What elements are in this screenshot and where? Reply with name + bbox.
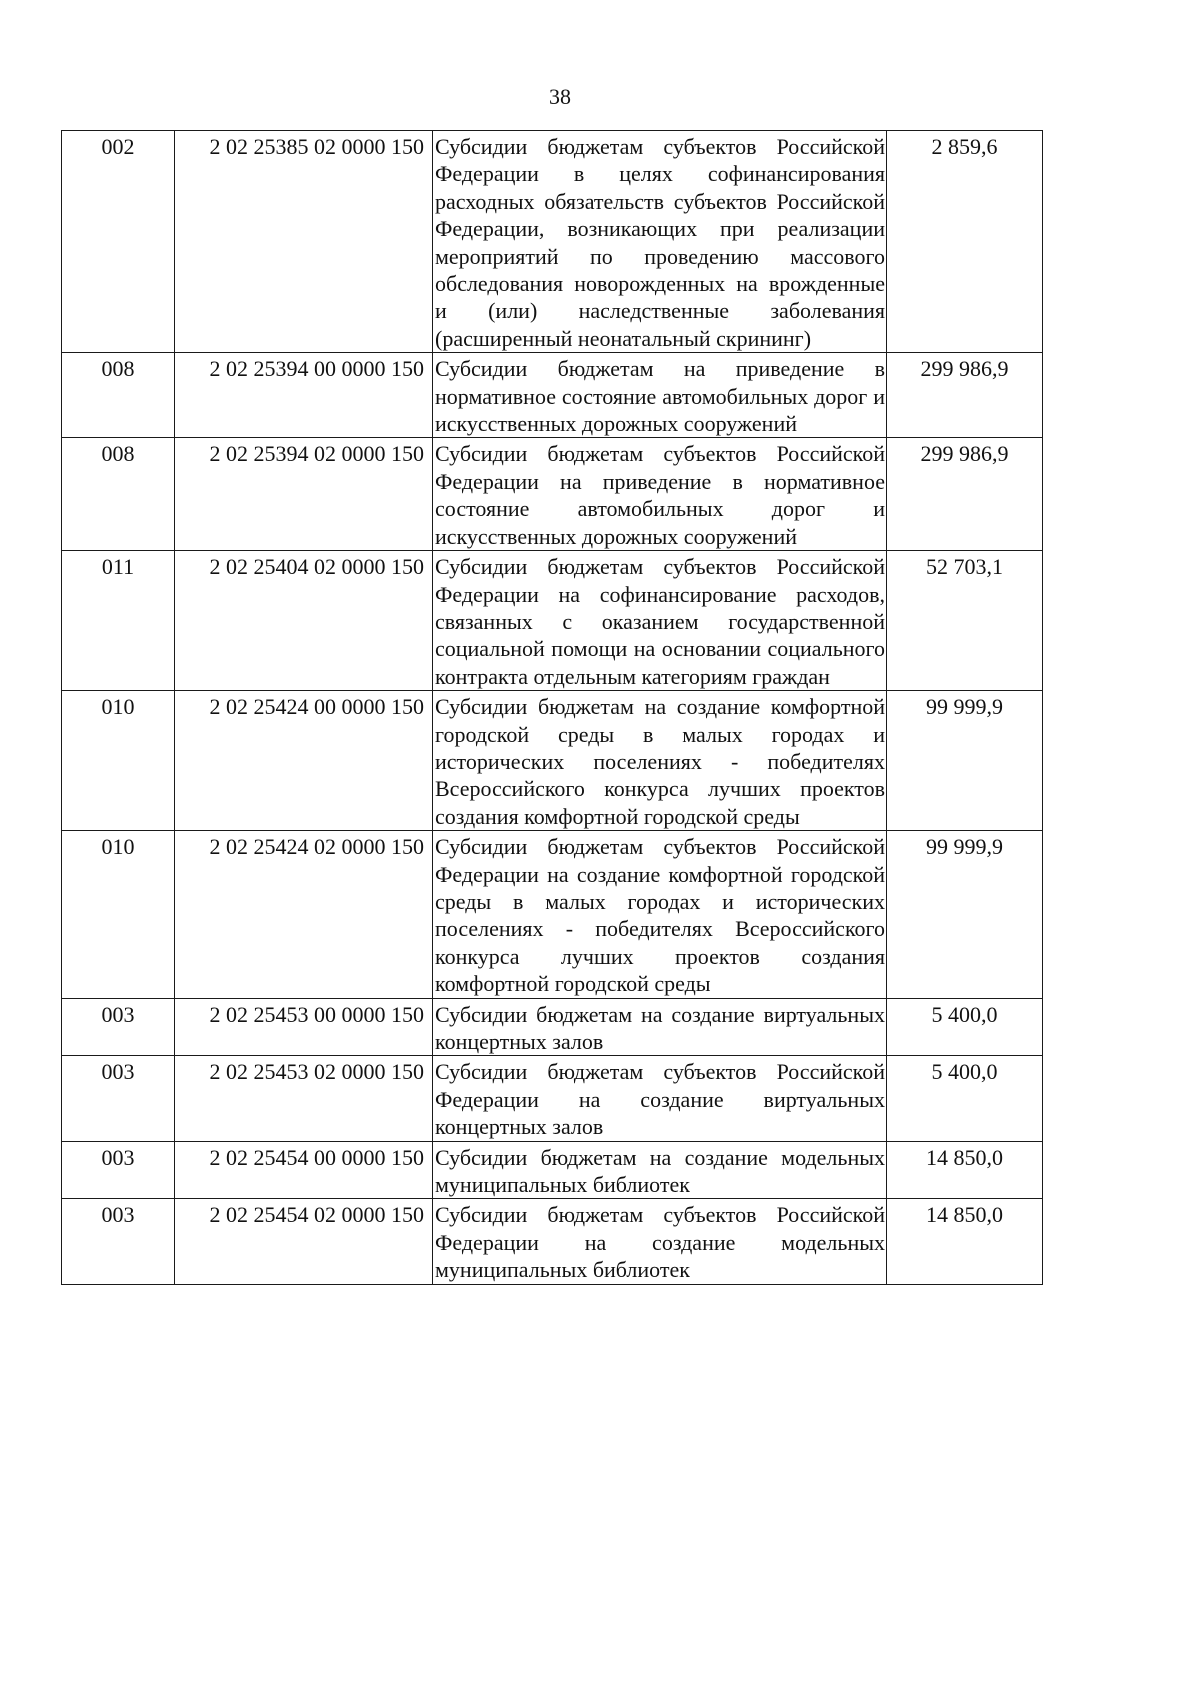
revenue-name-cell: Субсидии бюджетам на создание комфортной городской среды в малых городах и исторических поселениях - победителях Всероссийского конкурса лучших проектов создания комфортной городской среды <box>433 691 887 831</box>
page-number: 38 <box>549 84 571 109</box>
amount-cell: 14 850,0 <box>887 1199 1043 1284</box>
admin-code-cell: 008 <box>62 438 175 551</box>
admin-code-cell: 003 <box>62 1141 175 1199</box>
revenue-name-cell: Субсидии бюджетам на создание виртуальных концертных залов <box>433 998 887 1056</box>
revenue-name-cell: Субсидии бюджетам субъектов Российской Федерации в целях софинансирования расходных обязательств субъектов Российской Федерации, возникающих при реализации мероприятий по проведению массового обследования новорожденных на врожденные и (или) наследственные заболевания (расширенный неонатальный скрининг) <box>433 131 887 353</box>
admin-code-cell: 002 <box>62 131 175 353</box>
table-row <box>62 1056 1043 1141</box>
table-row <box>62 691 1043 831</box>
revenue-name-cell: Субсидии бюджетам субъектов Российской Федерации на создание виртуальных концертных залов <box>433 1056 887 1141</box>
revenue-name-cell: Субсидии бюджетам на создание модельных муниципальных библиотек <box>433 1141 887 1199</box>
revenue-name-cell: Субсидии бюджетам субъектов Российской Федерации на приведение в нормативное состояние автомобильных дорог и искусственных дорожных сооружений <box>433 438 887 551</box>
table-row <box>62 831 1043 998</box>
table-row <box>62 353 1043 438</box>
amount-cell: 52 703,1 <box>887 551 1043 691</box>
admin-code-cell: 003 <box>62 998 175 1056</box>
amount-cell: 14 850,0 <box>887 1141 1043 1199</box>
admin-code-cell: 003 <box>62 1056 175 1141</box>
admin-code-cell: 010 <box>62 691 175 831</box>
admin-code-cell: 011 <box>62 551 175 691</box>
admin-code-cell: 003 <box>62 1199 175 1284</box>
budget-code-cell: 2 02 25454 00 0000 150 <box>175 1141 433 1199</box>
table-row <box>62 131 1043 353</box>
table-row <box>62 551 1043 691</box>
table-row <box>62 1141 1043 1199</box>
budget-code-cell: 2 02 25424 02 0000 150 <box>175 831 433 998</box>
budget-code-cell: 2 02 25454 02 0000 150 <box>175 1199 433 1284</box>
admin-code-cell: 008 <box>62 353 175 438</box>
budget-code-cell: 2 02 25394 00 0000 150 <box>175 353 433 438</box>
amount-cell: 299 986,9 <box>887 438 1043 551</box>
table-row <box>62 1199 1043 1284</box>
amount-cell: 5 400,0 <box>887 998 1043 1056</box>
amount-cell: 99 999,9 <box>887 691 1043 831</box>
amount-cell: 5 400,0 <box>887 1056 1043 1141</box>
table-row <box>62 438 1043 551</box>
budget-code-cell: 2 02 25453 02 0000 150 <box>175 1056 433 1141</box>
budget-revenue-table <box>61 130 1043 1285</box>
budget-code-cell: 2 02 25424 00 0000 150 <box>175 691 433 831</box>
budget-code-cell: 2 02 25453 00 0000 150 <box>175 998 433 1056</box>
budget-code-cell: 2 02 25394 02 0000 150 <box>175 438 433 551</box>
budget-code-cell: 2 02 25404 02 0000 150 <box>175 551 433 691</box>
revenue-name-cell: Субсидии бюджетам субъектов Российской Федерации на создание модельных муниципальных библиотек <box>433 1199 887 1284</box>
amount-cell: 99 999,9 <box>887 831 1043 998</box>
revenue-name-cell: Субсидии бюджетам на приведение в нормативное состояние автомобильных дорог и искусственных дорожных сооружений <box>433 353 887 438</box>
admin-code-cell: 010 <box>62 831 175 998</box>
amount-cell: 299 986,9 <box>887 353 1043 438</box>
revenue-name-cell: Субсидии бюджетам субъектов Российской Федерации на софинансирование расходов, связанных с оказанием государственной социальной помощи на основании социального контракта отдельным категориям граждан <box>433 551 887 691</box>
amount-cell: 2 859,6 <box>887 131 1043 353</box>
table-row <box>62 998 1043 1056</box>
revenue-name-cell: Субсидии бюджетам субъектов Российской Федерации на создание комфортной городской среды в малых городах и исторических поселениях - победителях Всероссийского конкурса лучших проектов создания комфортной городской среды <box>433 831 887 998</box>
budget-code-cell: 2 02 25385 02 0000 150 <box>175 131 433 353</box>
